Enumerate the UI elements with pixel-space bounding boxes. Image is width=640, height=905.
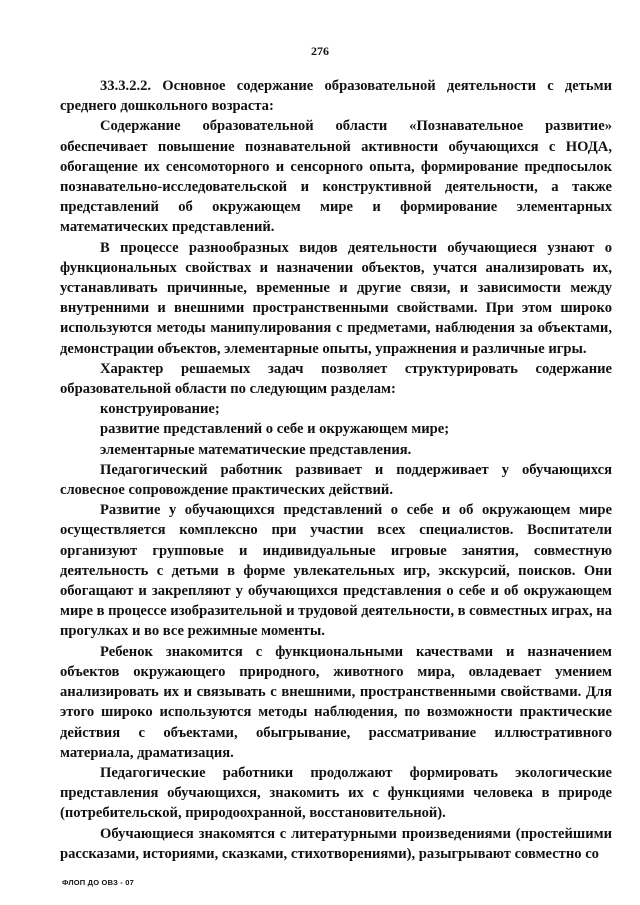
paragraph-tasks-structure: Характер решаемых задач позволяет структурировать содержание образовательной области по следующим разделам: [60,360,612,398]
list-item-math: элементарные математические представления. [100,441,412,458]
page-number: 276 [311,44,329,58]
page-footer: ФЛОП ДО ОВЗ - 07 [62,878,135,887]
section-heading-paragraph: 33.3.2.2. Основное содержание образовательной деятельности с детьми среднего дошкольного возраста: [60,78,612,115]
paragraph-activity-process: В процессе разнообразных видов деятельности обучающиеся узнают о функциональных свойствах и назначении объектов, учатся анализировать их, устанавливать причинные, временные и другие связи, и зависимости между внутренними и внешними пространственными свойствами. При этом широко используются методы манипулирования с предметами, наблюдения за объектами, демонстрации объектов, элементарные опыты, упражнения и различные игры. [60,239,612,357]
paragraph-child-learns: Ребенок знакомится с функциональными качествами и назначением объектов окружающего природного, животного мира, овладевает умением анализировать их и связывать с внешними, пространственными свойствами. Для этого широко используются методы наблюдения, по возможности практические действия с объектами, обыгрывание, рассматривание иллюстративного материала, драматизация. [60,643,612,761]
paragraph-literature: Обучающиеся знакомятся с литературными произведениями (простейшими рассказами, историями, сказками, стихотворениями), разыгрывают совместно со [60,825,612,862]
list-item-self-and-world: развитие представлений о себе и окружающем мире; [100,421,450,438]
paragraph-teacher-support: Педагогический работник развивает и поддерживает у обучающихся словесное сопровождение практических действий. [60,461,612,499]
document-body [60,76,612,864]
paragraph-self-and-world-development: Развитие у обучающихся представлений о себе и об окружающем мире осуществляется комплексно при участии всех специалистов. Воспитатели организуют групповые и индивидуальные игровые занятия, совместную деятельность с детьми в форме увлекательных игр, экскурсий, поисков. Они обогащают и закрепляют у обучающихся представления о себе и об окружающем мире в процессе изобразительной и трудовой деятельности, в совместных играх, на прогулках и во все режимные моменты. [60,502,612,640]
paragraph-cognitive-development: Содержание образовательной области «Познавательное развитие» обеспечивает повышение познавательной активности обучающихся с НОДА, обогащение их сенсомоторного и сенсорного опыта, формирование предпосылок познавательно-исследовательской и конструктивной деятельности, а также представлений об окружающем мире и формирование элементарных математических представлений. [60,118,612,236]
list-item-construction: конструирование; [100,401,220,418]
paragraph-ecology: Педагогические работники продолжают формировать экологические представления обучающихся, знакомить их с функциями человека в природе (потребительской, природоохранной, восстановительной). [60,764,612,822]
